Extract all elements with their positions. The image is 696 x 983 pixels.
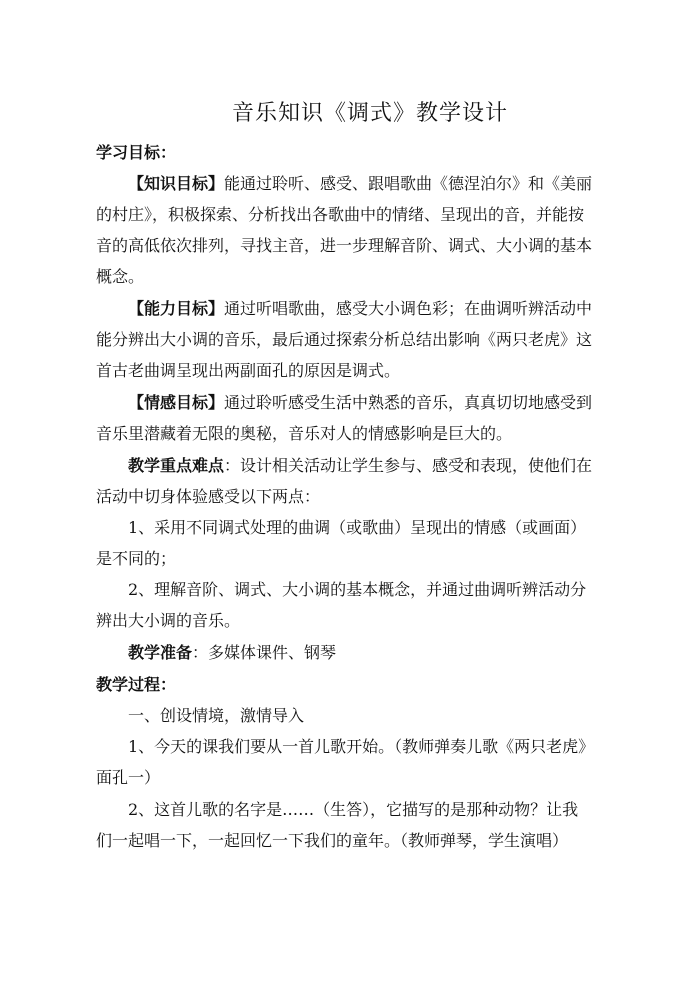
key-point-item-1-line-1: 1、采用不同调式处理的曲调（或歌曲）呈现出的情感（或画面） (128, 518, 587, 537)
key-points-text-1: ：设计相关活动让学生参与、感受和表现，使他们在 (224, 456, 593, 475)
ability-objective-line-3: 首古老曲调呈现出两副面孔的原因是调式。 (96, 361, 401, 380)
process-step-1-line-2: 面孔一） (96, 768, 161, 787)
knowledge-objective-line-4: 概念。 (96, 267, 145, 286)
ability-objective-text-1: 通过听唱歌曲，感受大小调色彩；在曲调听辨活动中 (224, 299, 593, 318)
process-heading: 教学过程： (96, 675, 177, 694)
key-point-item-2-line-1: 2、理解音阶、调式、大小调的基本概念，并通过曲调听辨活动分 (128, 580, 587, 599)
document-title: 音乐知识《调式》教学设计 (232, 101, 509, 126)
process-section-1: 一、创设情境，激情导入 (128, 706, 305, 725)
preparation-label: 教学准备 (128, 643, 193, 662)
ability-objective-line-1 (128, 299, 592, 319)
ability-objective-label: 【能力目标】 (128, 299, 225, 318)
knowledge-objective-text-1: 能通过聆听、感受、跟唱歌曲《德涅泊尔》和《美丽 (224, 174, 593, 193)
knowledge-objective-line-1 (128, 174, 592, 194)
key-point-item-1-line-2: 是不同的； (96, 549, 177, 568)
knowledge-objective-label: 【知识目标】 (128, 174, 225, 193)
knowledge-objective-line-3: 音的高低依次排列，寻找主音，进一步理解音阶、调式、大小调的基本 (96, 236, 593, 255)
learning-objectives-heading: 学习目标： (96, 143, 177, 162)
knowledge-objective-line-2: 的村庄》，积极探索、分析找出各歌曲中的情绪、呈现出的音，并能按 (96, 205, 585, 224)
key-point-item-2-line-2: 辨出大小调的音乐。 (96, 611, 241, 630)
key-points-label: 教学重点难点 (128, 456, 225, 475)
preparation-text: ：多媒体课件、钢琴 (192, 643, 337, 662)
preparation-line (128, 643, 336, 663)
emotion-objective-text-1: 通过聆听感受生活中熟悉的音乐，真真切切地感受到 (224, 393, 593, 412)
key-points-line-1 (128, 456, 592, 476)
process-step-2-line-1: 2、这首儿歌的名字是……（生答），它描写的是那种动物？让我 (128, 800, 579, 819)
process-step-1-line-1: 1、今天的课我们要从一首儿歌开始。（教师弹奏儿歌《两只老虎》 (128, 737, 595, 756)
emotion-objective-line-1 (128, 393, 592, 413)
ability-objective-line-2: 能分辨出大小调的音乐，最后通过探索分析总结出影响《两只老虎》这 (96, 330, 593, 349)
emotion-objective-line-2: 音乐里潜藏着无限的奥秘，音乐对人的情感影响是巨大的。 (96, 424, 513, 443)
process-step-2-line-2: 们一起唱一下，一起回忆一下我们的童年。（教师弹琴，学生演唱） (96, 831, 569, 850)
key-points-line-2: 活动中切身体验感受以下两点： (96, 487, 321, 506)
emotion-objective-label: 【情感目标】 (128, 393, 225, 412)
